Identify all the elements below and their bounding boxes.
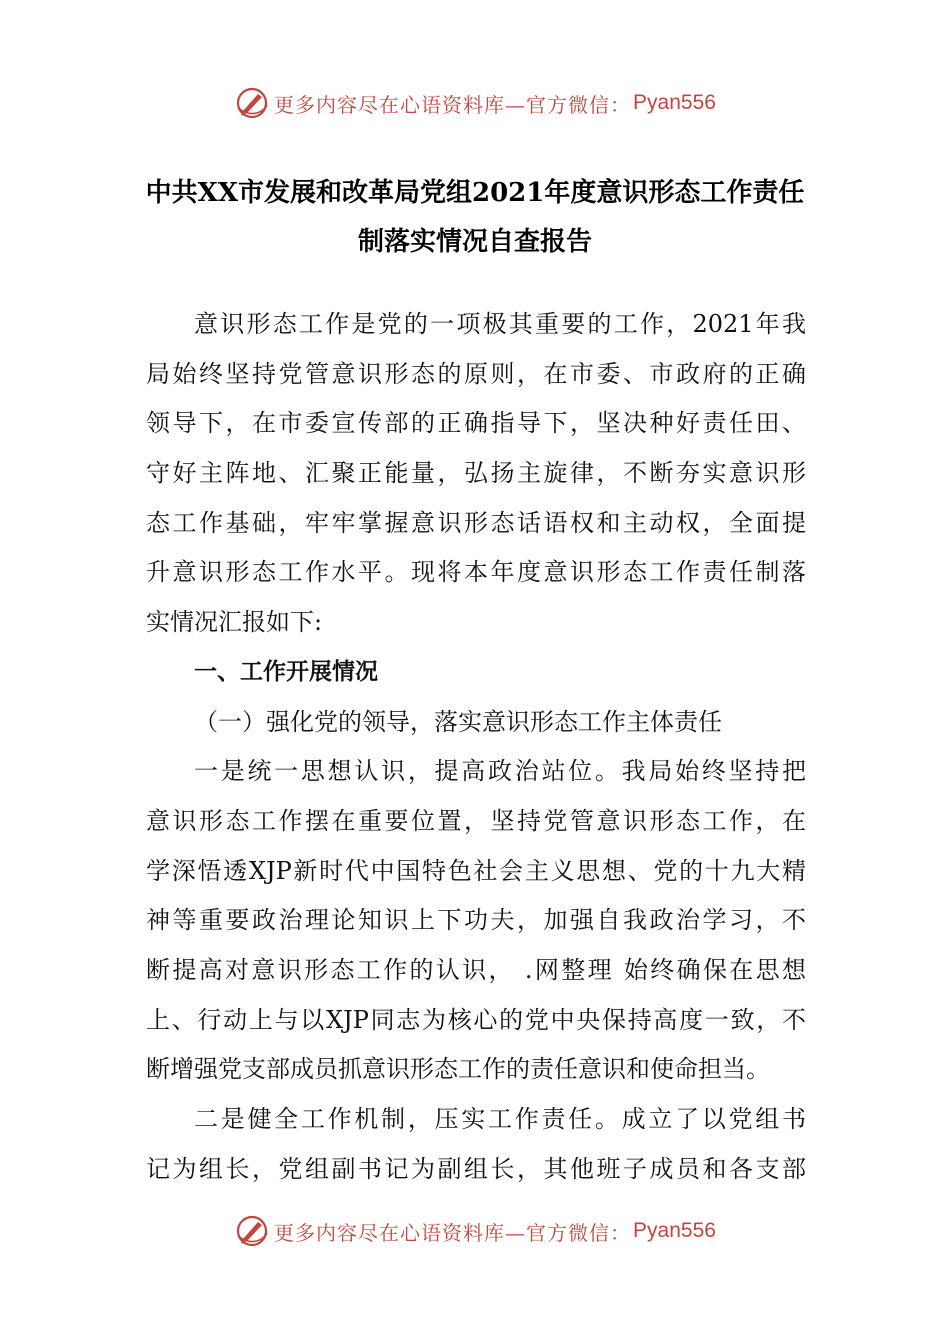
section-heading: 一、工作开展情况 xyxy=(194,658,378,685)
paragraph-line: 断提高对意识形态工作的认识， .网整理 始终确保在思想 xyxy=(146,955,806,984)
paragraph-line: 学深悟透XJP新时代中国特色社会主义思想、党的十九大精 xyxy=(146,856,806,885)
header-watermark-banner xyxy=(0,81,950,125)
paragraph-line: 升意识形态工作水平。现将本年度意识形态工作责任制落 xyxy=(146,558,806,587)
pen-circle-icon xyxy=(234,1213,270,1249)
paragraph-line: 守好主阵地、汇聚正能量，弘扬主旋律，不断夯实意识形 xyxy=(146,459,806,488)
document-title-line-2: 制落实情况自查报告 xyxy=(357,227,592,257)
paragraph-line: 一是统一思想认识，提高政治站位。我局始终坚持把 xyxy=(194,757,806,786)
paragraph-line: 上、行动上与以XJP同志为核心的党中央保持高度一致，不 xyxy=(146,1005,806,1034)
document-title-line-1: 中共XX市发展和改革局党组2021年度意识形态工作责任 xyxy=(145,178,805,208)
paragraph-line: 记为组长，党组副书记为副组长，其他班子成员和各支部 xyxy=(146,1154,806,1183)
footer-watermark-banner xyxy=(0,1209,950,1253)
banner-text: 更多内容尽在心语资料库—官方微信： xyxy=(274,1220,632,1245)
paragraph-line: 局始终坚持党管意识形态的原则，在市委、市政府的正确 xyxy=(146,359,806,388)
paragraph-line: 断增强党支部成员抓意识形态工作的责任意识和使命担当。 xyxy=(146,1055,770,1084)
banner-wechat-id: Pyan556 xyxy=(633,91,716,114)
paragraph-line: 领导下，在市委宣传部的正确指导下，坚决种好责任田、 xyxy=(146,409,806,438)
paragraph-line: 意识形态工作是党的一项极其重要的工作，2021年我 xyxy=(194,310,806,338)
subsection-heading: （一）强化党的领导，落实意识形态工作主体责任 xyxy=(194,707,722,736)
pen-circle-icon xyxy=(234,85,270,121)
paragraph-line: 二是健全工作机制，压实工作责任。成立了以党组书 xyxy=(194,1105,806,1133)
paragraph-line: 态工作基础，牢牢掌握意识形态话语权和主动权，全面提 xyxy=(146,508,806,537)
document-body xyxy=(146,300,806,1194)
banner-wechat-id: Pyan556 xyxy=(633,1219,716,1242)
paragraph-line: 实情况汇报如下: xyxy=(146,608,323,637)
paragraph-line: 意识形态工作摆在重要位置，坚持党管意识形态工作，在 xyxy=(146,806,806,835)
paragraph-line: 神等重要政治理论知识上下功夫，加强自我政治学习，不 xyxy=(146,906,806,935)
banner-text: 更多内容尽在心语资料库—官方微信： xyxy=(274,92,632,117)
